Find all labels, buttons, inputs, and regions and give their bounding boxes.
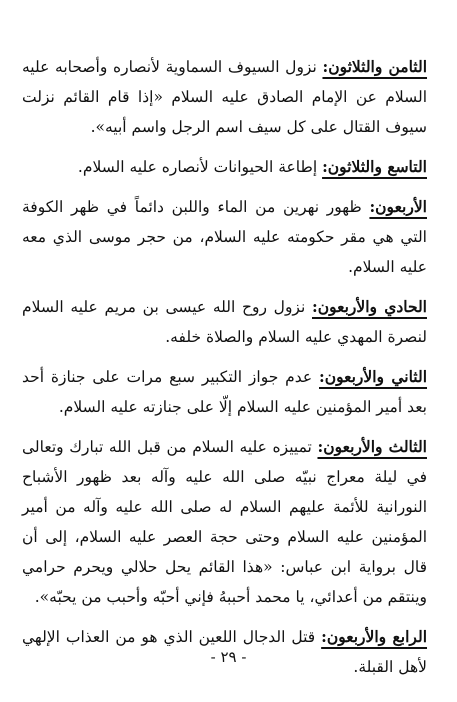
- paragraph-42: [22, 362, 427, 422]
- paragraph-text: عدم جواز التكبير سبع مرات على جنازة أحد بعد أمير المؤمنين عليه السلام إلّا على جنازته عليه السلام.: [22, 368, 427, 416]
- paragraph-41: [22, 292, 427, 352]
- paragraph-heading: الثالث والأربعون:: [317, 437, 427, 456]
- paragraph-heading: التاسع والثلاثون:: [322, 157, 427, 176]
- page-number: - ٢٩ -: [210, 648, 247, 666]
- paragraph-text: إطاعة الحيوانات لأنصاره عليه السلام.: [77, 158, 323, 176]
- paragraph-38: [22, 52, 427, 142]
- paragraph-43: [22, 432, 427, 612]
- paragraph-40: [22, 192, 427, 282]
- paragraph-heading: الثامن والثلاثون:: [322, 57, 428, 76]
- paragraph-heading: الأربعون:: [369, 197, 427, 216]
- paragraph-heading: الرابع والأربعون:: [321, 627, 428, 646]
- paragraph-text: ظهور نهرين من الماء واللبن دائماً في ظهر الكوفة التي هي مقر حكومته عليه السلام، من حجر موسى الذي معه عليه السلام.: [22, 198, 427, 276]
- paragraph-text: قتل الدجال اللعين الذي هو من العذاب الإلهي لأهل القبلة.: [22, 628, 427, 676]
- paragraph-heading: الثاني والأربعون:: [319, 367, 428, 386]
- paragraph-text: نزول روح الله عيسى بن مريم عليه السلام لنصرة المهدي عليه السلام والصلاة خلفه.: [22, 298, 427, 346]
- paragraph-text: تمييزه عليه السلام من قبل الله تبارك وتعالى في ليلة معراج نبيّه صلى الله عليه وآله بعد ظهور الأشباح النورانية للأئمة عليهم السلام له صلى الله عليه وآله من أمير المؤمنين عليه السلام وحتى حجة العصر عليه السلام، إلى أن قال برواية ابن عباس: «هذا القائم يحل حلالي ويحرم حرامي وينتقم من أعدائي، يا محمد أحببهُ فإني أحبّه وأحبب من يحبّه».: [22, 438, 427, 606]
- paragraph-text: نزول السيوف السماوية لأنصاره وأصحابه عليه السلام عن الإمام الصادق عليه السلام «إذا قام القائم نزلت سيوف القتال على كل سيف اسم الرجل واسم أبيه».: [22, 58, 427, 136]
- paragraph-heading: الحادي والأربعون:: [312, 297, 427, 316]
- paragraph-39: [22, 152, 427, 182]
